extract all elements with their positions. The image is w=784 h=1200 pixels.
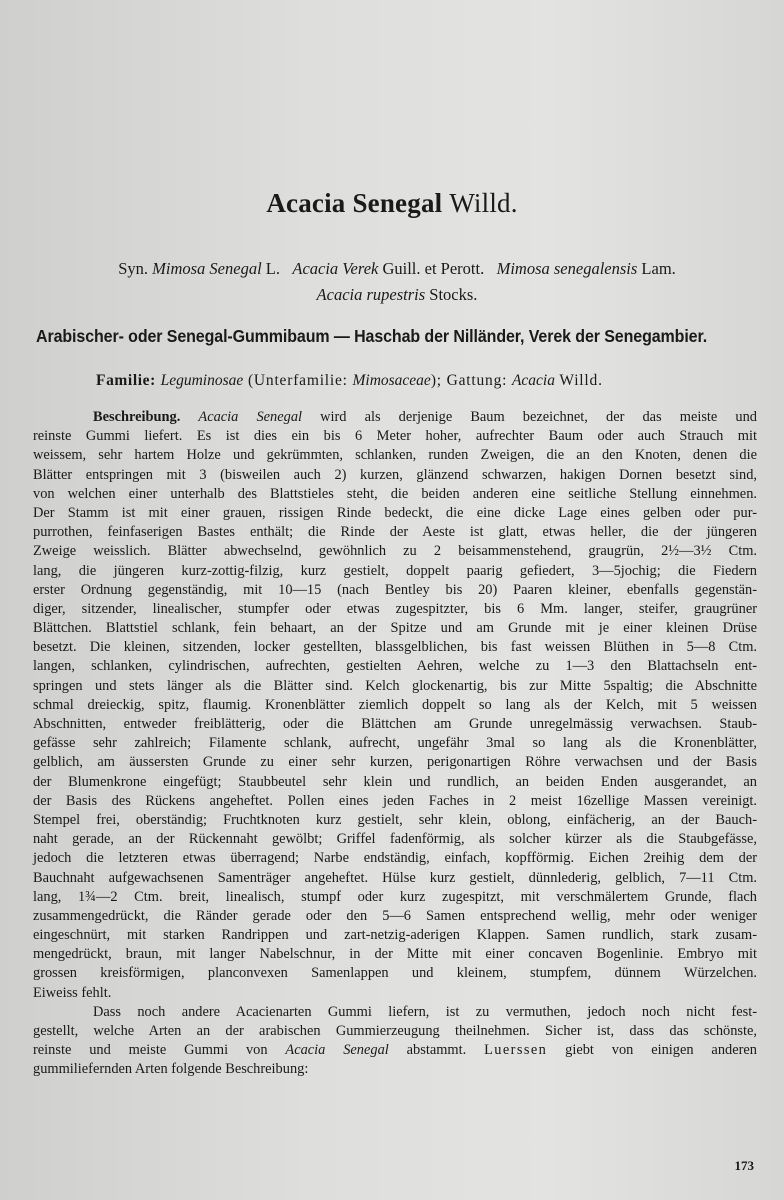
text-line: Bauchnaht aufgewachsenen Samenträger angeheftet. Hülse kurz gestielt, dünnlederig, gelblich, 7—11 Ctm. [33,869,757,886]
text-line: Der Stamm ist mit einer grauen, rissigen Rinde bedeckt, die eine dicke Lage eines gelben oder pur- [33,504,757,521]
title-author: Willd. [449,188,518,218]
family-name: Leguminosae [160,372,244,389]
text-line: gelblich, am äussersten Grunde zu einer sehr kurzen, perigonartigen Röhre verwachsen und der Basis [33,754,757,771]
species-name: Acacia Senegal [285,1042,389,1059]
text-line: schmal dreieckig, spitz, flaumig. Kronenblätter ziemlich doppelt so lang als der Kelch, mit 5 weissen [33,696,757,713]
species-name: Acacia Senegal [198,409,303,425]
title-species: Acacia Senegal [266,188,443,218]
paragraph2-line-1: Dass noch andere Acacienarten Gummi liefern, ist zu vermuthen, jedoch noch nicht fest- [93,1003,757,1020]
genus-name: Acacia [511,372,555,389]
paragraph2-line-2: gestellt, welche Arten an der arabischen Gummierzeugung theilnehmen. Sicher ist, dass das schönste, [33,1023,757,1039]
text-line: Stempel frei, oberständig; Fruchtknoten kurz gestielt, sehr klein, oblong, einfächerig, an der Bauch- [33,811,757,828]
line-text: reinste und meiste Gummi von [33,1042,268,1059]
common-names-heading: Arabischer- oder Senegal-Gummibaum — Haschab der Nilländer, Verek der Senegambier. [36,326,708,346]
text-line: besetzt. Die kleinen, sitzenden, locker gestellten, blassgelblichen, bis fast weissen Blüthen in 5—8 Ctm. [33,639,757,656]
text-line: zusammengedrückt, die Ränder gerade oder den 5—6 Samen entsprechend wellig, mehr oder weniger [33,907,757,924]
genus-label: Gattung: [446,372,508,389]
synonyms-line-2 [40,282,754,308]
paragraph2-line-3 [33,1041,757,1060]
text-line: grossen kreisförmigen, planconvexen Samenlappen und kleinem, stumpfem, dünnem Würzelchen. [33,965,757,982]
author-name: Luerssen [484,1042,548,1059]
text-line: diger, sitzender, linealischer, stumpfer oder etwas zugespitzter, bis 6 Mm. langer, steifer, graugrüner [33,600,757,617]
text-line: erster Ordnung gegenständig, mit 10—15 (nach Bentley bis 20) Paaren kleiner, ebenfalls gegenstän- [33,581,757,598]
family-line [96,372,764,390]
synonym-author: Guill. et Perott. [382,259,485,278]
synonym-name: Acacia rupestris [316,285,426,304]
description-last-line: Eiweiss fehlt. [33,984,112,1001]
description-first-line [33,408,757,427]
text-line: jedoch die letzteren etwas überragend; Narbe endständig, einfach, kopfförmig. Eichen 2reihig dem der [33,850,757,867]
subfamily-label: (Unterfamilie: [247,372,348,389]
text-line: Zweige weisslich. Blätter abwechselnd, gewöhnlich zu 2 beisammenstehend, graugrün, 2½—3½ Ctm. [33,543,757,560]
text-line: naht gerade, an der Rückennaht gewölbt; Griffel fadenförmig, als solcher kürzer als die Staubgefässe, [33,831,757,848]
description-heading: Beschreibung. [93,409,181,425]
line-text: abstammt. [406,1042,467,1059]
synonym-name: Acacia Verek [292,259,379,278]
text-line: springen und stets länger als die Blätter sind. Kelch glockenartig, bis zur Mitte 5spaltig; die Abschnitte [33,677,757,694]
synonym-author: Stocks. [429,285,478,304]
line-text: giebt von einigen anderen [565,1042,757,1059]
description-body [33,408,757,1080]
synonym-author: Lam. [641,259,676,278]
paragraph2-line-4: gummiliefernden Arten folgende Beschreibung: [33,1061,309,1078]
text-line: Blättchen. Blattstiel schlank, fein behaart, an der Spitze und am Grunde mit je einer kleinen Drüse [33,620,757,637]
text-line: gefässe sehr zahlreich; Filamente schlank, aufrecht, ungefähr 3mal so lang als die Kronenblätter, [33,735,757,752]
text-line: langen, schlanken, cylindrischen, aufrechten, gestielten Aehren, welche zu 1—3 den Blattachseln ent- [33,658,757,675]
text-line: purrothen, feinfaserigen Bastes enthält; die Rinde der Aeste ist glatt, etwas heller, die der jüngeren [33,524,757,541]
genus-author: Willd. [559,372,603,389]
subfamily-close: ); [430,372,442,389]
synonym-name: Mimosa senegalensis [496,259,638,278]
text-line: reinste Gummi liefert. Es ist dies ein bis 6 Meter hoher, aufrechter Baum oder auch Strauch mit [33,428,757,445]
text-line: der Blumenkrone eingefügt; Staubbeutel sehr klein und rundlich, an beiden Enden ausgerandet, an [33,773,757,790]
synonyms-line-1 [40,256,754,282]
synonym-name: Mimosa Senegal [152,259,262,278]
text-line: von welchen einer unterhalb des Blattstieles steht, die beiden anderen eine seitliche Stellung einnehmen. [33,485,757,502]
page-number: 173 [734,1158,754,1173]
subfamily-name: Mimosaceae [352,372,431,389]
text-line: lang, 1¾—2 Ctm. breit, linealisch, stumpf oder kurz zugespitzt, mit verschmälertem Grunde, flach [33,888,757,905]
text-line: Abschnitten, entweder freiblätterig, oder die Blättchen am Grunde unregelmässig verwachsen. Staub- [33,716,757,732]
line-text: wird als derjenige Baum bezeichnet, der das meiste und [320,409,757,425]
syn-prefix: Syn. [118,259,148,278]
text-line: weissem, sehr hartem Holze und gekrümmten, schlanken, runden Zweigen, die an den Knoten, denen die [33,447,757,464]
text-line: lang, die jüngeren kurz-zottig-filzig, kurz gestielt, doppelt paarig gefiedert, 3—5jochig; die Fiedern [33,562,757,579]
text-line: eingeschnürt, mit starken Randrippen und zart-netzig-aderigen Klappen. Samen rundlich, stark zusam- [33,927,757,944]
text-line: mengedrückt, braun, mit langer Nabelschnur, in der Mitte mit einer concaven Bogenlinie. Embryo mit [33,946,757,963]
text-line: der Basis des Rückens angeheftet. Pollen eines jeden Faches in 2 meist 16zellige Massen vereinigt. [33,792,757,809]
description-lines [33,427,757,983]
synonyms-block [40,256,754,308]
synonym-author: L. [265,259,280,278]
family-label: Familie: [96,372,156,389]
page-title [0,188,784,219]
text-line: Blätter entspringen mit 3 (bisweilen auch 2) kurzen, glänzend schwarzen, hakigen Dornen besetzt sind, [33,466,757,483]
